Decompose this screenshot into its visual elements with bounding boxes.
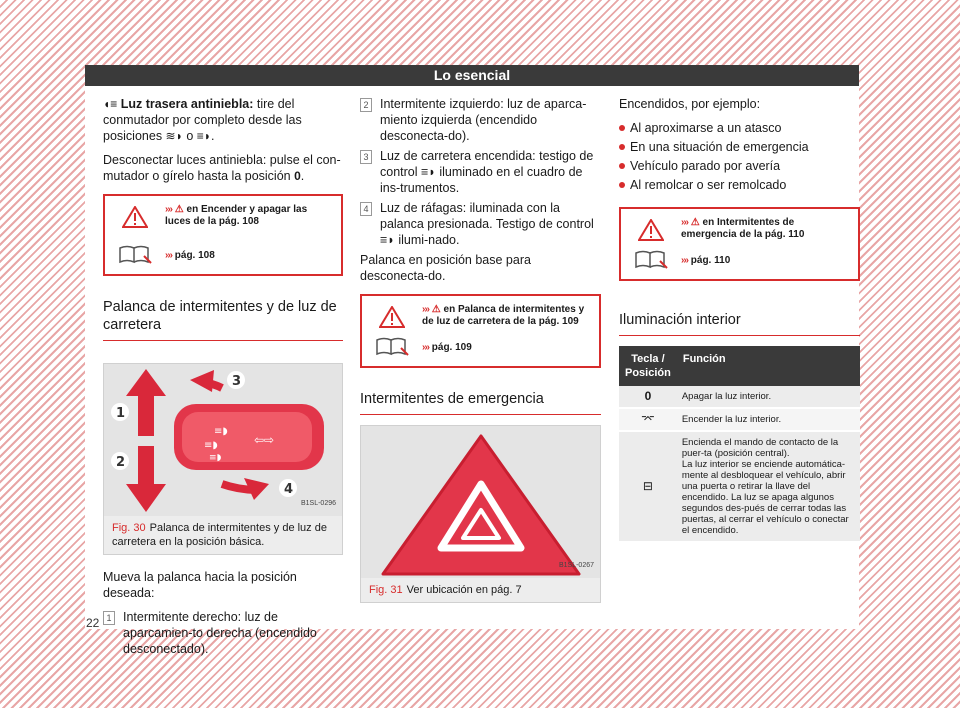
figure-caption: Fig. 31 Ver ubicación en pág. 7	[361, 578, 600, 602]
svg-text:⇦⇨: ⇦⇨	[254, 433, 275, 447]
figure-31	[360, 425, 601, 603]
door-contact-icon: ⊟	[642, 479, 653, 493]
page-reference-link[interactable]: ››› pág. 109	[422, 342, 472, 353]
svg-text:≡◗: ≡◗	[209, 453, 222, 463]
bullet-list	[619, 120, 860, 193]
page-number: 22	[86, 616, 100, 630]
low-beam-icon: ≡◗	[196, 129, 212, 143]
table-row	[619, 386, 860, 408]
warning-reference-link[interactable]: ››› ⚠ en Intermitentes de emergencia de la pág. 110	[681, 217, 805, 240]
section-title: Intermitentes de emergencia	[360, 390, 601, 415]
high-beam-icon: ≡◗	[380, 233, 395, 247]
book-icon	[118, 244, 152, 264]
figure-caption: Fig. 30 Palanca de intermitentes y de luz de carretera en la posición básica.	[104, 516, 342, 554]
callout-4: 4	[284, 482, 294, 497]
figure-code: B1SL-0267	[558, 562, 594, 569]
figure-code: B1SL-0296	[300, 500, 336, 507]
table-cell: Encender la luz interior.	[677, 408, 860, 431]
rear-fog-light-icon: ◖≡	[103, 97, 118, 111]
figure-30	[103, 363, 343, 555]
warning-triangle-icon	[379, 306, 405, 328]
item-number: 2	[360, 98, 372, 112]
high-beam-icon: ≡◗	[421, 165, 436, 179]
fog-text-or: o	[182, 129, 197, 143]
interior-light-on-icon: ⌤	[641, 412, 655, 426]
table-row	[619, 431, 860, 542]
disconnect-paragraph	[103, 152, 343, 184]
table-cell: Apagar la luz interior.	[677, 386, 860, 408]
item-number: 4	[360, 202, 372, 216]
column-3	[619, 96, 860, 543]
warning-triangle-icon	[122, 206, 148, 228]
item-text: Luz de carretera encendida: testigo de control ≡◗ iluminado en el cuadro de ins-trumentos.	[380, 149, 594, 195]
warning-box	[619, 207, 860, 281]
disconnect-text: Desconectar luces antiniebla: pulse el con-mutador o gírelo hasta la posición	[103, 153, 341, 183]
list-item-3	[360, 148, 601, 196]
figure-image	[361, 426, 600, 578]
item-text: Intermitente derecho: luz de aparcamien-to derecha (encendido desconectado).	[123, 610, 317, 656]
section-title: Iluminación interior	[619, 311, 860, 336]
list-item-2	[360, 96, 601, 144]
zero-position-icon: 0	[644, 389, 652, 403]
warning-reference-link[interactable]: ››› ⚠ en Palanca de intermitentes y de luz de carretera de la pág. 109	[422, 304, 585, 327]
figure-image	[104, 364, 342, 516]
item-text: Luz de ráfagas: iluminada con la palanca presionada. Testigo de control ≡◗ ilumi-nado.	[380, 201, 594, 247]
column-1	[103, 96, 343, 661]
list-item: Al aproximarse a un atasco	[619, 120, 860, 136]
column-2	[360, 96, 601, 603]
list-item: Vehículo parado por avería	[619, 158, 860, 174]
callout-1: 1	[116, 406, 126, 421]
warning-triangle-icon	[638, 219, 664, 241]
hazard-button-illustration	[361, 426, 600, 578]
disconnect-text-end: .	[300, 169, 305, 183]
item-number: 3	[360, 150, 372, 164]
warning-box	[103, 194, 343, 276]
item-text: Intermitente izquierdo: luz de aparca-miento izquierda (encendido desconecta-do).	[380, 97, 587, 143]
zero-position-icon: 0	[294, 169, 301, 183]
base-position-text: Palanca en posición base para desconecta-do.	[360, 253, 531, 283]
page-reference-link[interactable]: ››› pág. 110	[681, 255, 731, 266]
fog-title: Luz trasera antiniebla:	[120, 97, 254, 111]
warning-reference-link[interactable]: ››› ⚠ en Encender y apagar las luces de la pág. 108	[165, 204, 308, 227]
svg-text:≡◗: ≡◗	[204, 440, 218, 451]
table-cell: Encienda el mando de contacto de la puer-ta (posición central). La luz interior se enciende automática-mente al desbloquear el vehículo, abrir una puerta o retirar la llave del encendido. La luz se apaga algunos segundos des-pués de cerrar todas las puertas, al cerrar el vehículo o conectar el encendido.	[677, 431, 860, 542]
lever-illustration	[104, 364, 342, 516]
list-item: Al remolcar o ser remolcado	[619, 177, 860, 193]
interior-light-table	[619, 346, 860, 543]
book-icon	[375, 336, 409, 356]
intro-text: Encendidos, por ejemplo:	[619, 97, 761, 111]
table-header: Tecla / Posición	[619, 346, 677, 386]
fog-light-icon: ≋◗	[165, 129, 183, 143]
table-row	[619, 408, 860, 431]
header-bar: Lo esencial	[85, 65, 859, 86]
book-icon	[634, 249, 668, 269]
fog-paragraph	[103, 96, 343, 144]
warning-box	[360, 294, 601, 368]
list-item-1	[103, 609, 343, 657]
table-header: Función	[677, 346, 860, 386]
page-reference-link[interactable]: ››› pág. 108	[165, 250, 215, 261]
svg-text:≡◗: ≡◗	[214, 426, 228, 437]
fog-text-end: .	[211, 129, 215, 143]
list-item-4	[360, 200, 601, 248]
callout-2: 2	[116, 455, 126, 470]
list-item: En una situación de emergencia	[619, 139, 860, 155]
fog-text: tire del conmutador por completo desde las posiciones	[103, 97, 302, 143]
instruction-text: Mueva la palanca hacia la posición deseada:	[103, 570, 297, 600]
callout-3: 3	[232, 374, 242, 389]
item-number: 1	[103, 611, 115, 625]
section-title: Palanca de intermitentes y de luz de carretera	[103, 298, 343, 341]
